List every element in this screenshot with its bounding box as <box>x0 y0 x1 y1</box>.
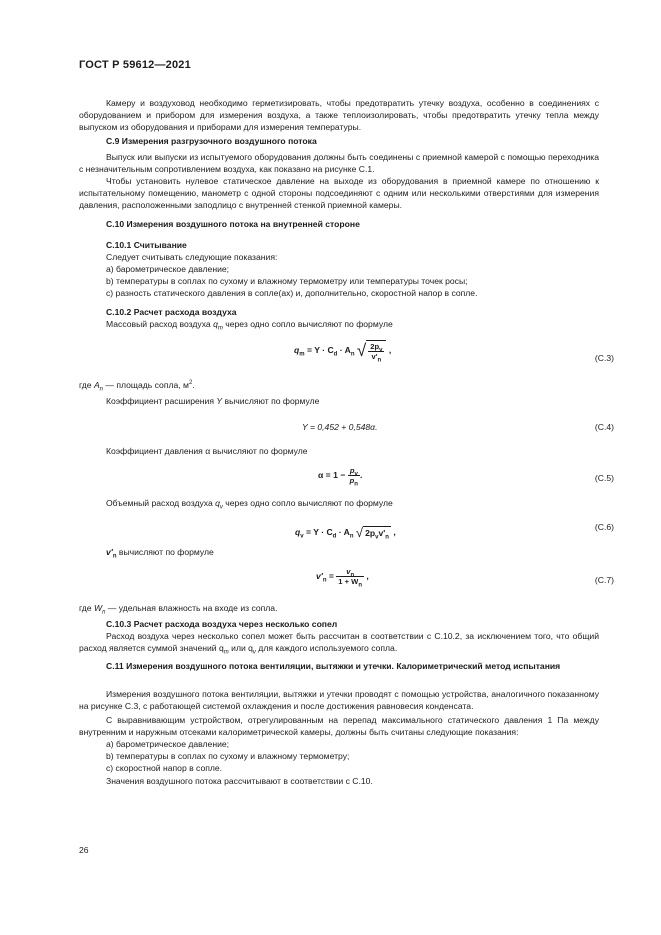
equation-label-c6: (С.6) <box>594 522 614 532</box>
equation-c4: Y = 0,452 + 0,548α. <box>302 422 378 432</box>
list-item: b) температуры в соплах по сухому и влажному термометру или температуры точек росы; <box>106 276 468 286</box>
where-wn-definition: где $W_n$ — удельная влажность на входе из сопла. <box>79 603 278 616</box>
where-an-definition: где $A_n$ — площадь сопла, $м^2$. <box>79 380 195 393</box>
equation-c3: $q_m = Y \cdot C_d \cdot A_n$ √ $\frac{2p_v}{v'_n}$ , <box>294 341 392 364</box>
equation-label-c7: (С.7) <box>594 575 614 585</box>
section-heading-c10-2: С.10.2 Расчет расхода воздуха <box>106 307 237 317</box>
c102-intro: Массовый расход воздуха $q_m$ через одно сопло вычисляют по формуле <box>106 319 393 332</box>
coef-alpha-intro: Коэффициент давления α вычисляют по формуле <box>106 446 308 456</box>
equation-label-c5: (С.5) <box>594 473 614 483</box>
vn-intro: $v'_n$ вычисляют по формуле <box>106 547 214 560</box>
equation-c6: $q_v = Y \cdot C_d \cdot A_n$ √ $2p_vv'_n$ , <box>295 525 396 541</box>
equation-label-c4: (С.4) <box>594 422 614 432</box>
section-heading-c10-3: С.10.3 Расчет расхода воздуха через несколько сопел <box>106 619 338 629</box>
vol-flow-intro: Объемный расход воздуха $q_v$ через одно сопло вычисляют по формуле <box>106 498 393 511</box>
paragraph-c103: Расход воздуха через несколько сопел может быть рассчитан в соответствии с С.10.2, за исключением того, что общий расход является суммой значений $q_m$ или $q_v$ для каждого используемого сопла. <box>79 631 599 656</box>
equation-c7: $v'_n$ = $\frac{v_n}{1 + W_n}$ , <box>316 567 369 589</box>
coef-y-intro: Коэффициент расширения Y вычисляют по формуле <box>106 396 320 406</box>
list-item: b) температуры в соплах по сухому и влажному термометру; <box>106 751 350 761</box>
section-heading-c10: С.10 Измерения воздушного потока на внутренней стороне <box>106 219 360 229</box>
list-item: а) барометрическое давление; <box>106 739 230 749</box>
list-item: c) скоростной напор в сопле. <box>106 763 223 773</box>
list-item: c) разность статического давления в сопле(ах) и, дополнительно, скоростной напор в сопле. <box>106 288 478 298</box>
paragraph-c11-equalizer: С выравнивающим устройством, отрегулированным на перепад максимального статического давления 1 Па между внутренним и наружным отсеками калориметрической камеры, должны быть считаны следующие показания: <box>79 715 599 737</box>
equation-c5: α = 1 − $\frac{p_v}{p_n}$ . <box>318 466 363 488</box>
c101-intro: Следует считывать следующие показания: <box>106 252 278 262</box>
section-heading-c10-1: С.10.1 Считывание <box>106 240 187 250</box>
paragraph-c9-outlet: Выпуск или выпуски из испытуемого оборудования должны быть соединены с приемной камерой с помощью переходника с незначительным сопротивлением воздуха, как показано на рисунке С.1. <box>79 152 599 174</box>
paragraph-c9-manometer: Чтобы установить нулевое статическое давление на выходе из оборудования в приемной камере по отношению к испытательному помещению, манометр с одной стороны подсоединяют с одним или несколькими отверстиями для измерения давления, расположенными заподлицо с внутренней стенкой приемной камеры. <box>79 176 599 210</box>
c11-final-note: Значения воздушного потока рассчитывают в соответствии с С.10. <box>106 776 373 786</box>
paragraph-c11-measurements: Измерения воздушного потока вентиляции, вытяжки и утечки проводят с помощью устройства, аналогичного показанному на рисунке С.3, с работающей системой охлаждения и после достижения равновесия конденсата. <box>79 689 599 711</box>
section-heading-c9: С.9 Измерения разгрузочного воздушного потока <box>106 136 317 146</box>
equation-label-c3: (С.3) <box>594 353 614 363</box>
paragraph-sealing: Камеру и воздуховод необходимо герметизировать, чтобы предотвратить утечку воздуха, особенно в соединениях с оборудованием и прибором для измерения воздуха, а также теплоизолировать, чтобы предотвратить утечку тепла между выпуском из оборудования и приборами для измерения температуры. <box>79 98 599 132</box>
list-item: а) барометрическое давление; <box>106 264 230 274</box>
page-number: 26 <box>79 845 89 855</box>
document-header: ГОСТ Р 59612—2021 <box>79 59 191 71</box>
section-heading-c11: С.11 Измерения воздушного потока вентиляции, вытяжки и утечки. Калориметрический метод испытания <box>106 661 561 671</box>
